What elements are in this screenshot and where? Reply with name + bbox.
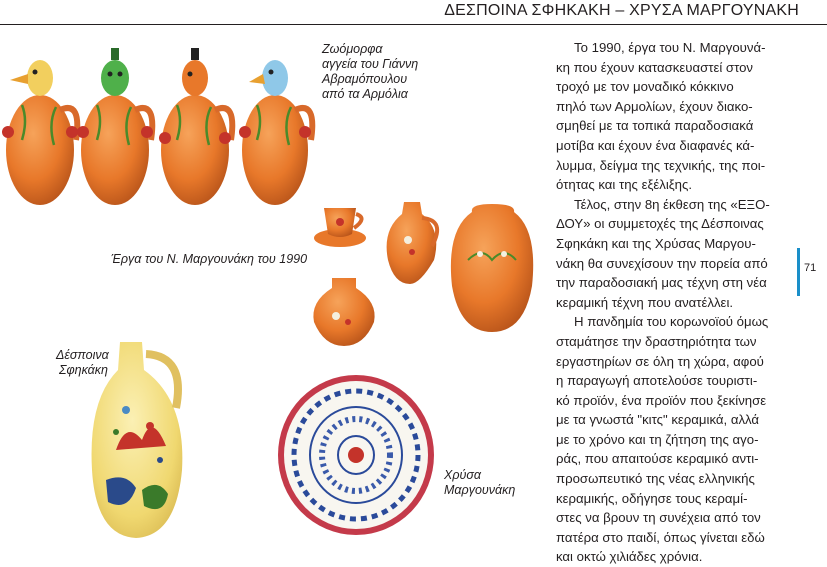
caption-zoomorphic: Ζωόμορφα αγγεία του Γιάννη Αβραμόπουλου από τα Αρμόλια: [322, 42, 419, 101]
chrysa-plate-photo: [276, 372, 436, 538]
header-rule: [0, 24, 827, 25]
despoina-jug-photo: [86, 340, 196, 540]
paragraph: Τέλος, στην 8η έκθεση της «ΕΞΟ- ΔΟΥ» οι συμμετοχές της Δέσποινας Σφηκάκη και της Χρύσας Μαργου- νάκη θα συνεχίσουν την πορεία από την παραδοσιακή μας τέχνη στη νέα κεραμική τέχνη που ανατέλλει.: [556, 196, 770, 310]
paragraph: Η πανδημία του κορωνοϊού όμως σταμάτησε την δραστηριότητα των εργαστηρίων σε όλη τη χώρα, αφού η παραγωγή αποτελούσε τουριστι- κό προϊόν, ένα προϊόν που ξεκίνησε με τα γνωστά "κιτς" κεραμικά, αλλά με το χρόνο και τη ζήτηση της αγο- ράς, που απαιτούσε κεραμικό αντι- προσωπευτικό της νέας ελληνικής κεραμικής, οδήγησε τους κεραμί- στες να βρουν τη συνέχεια από τον πατέρα στο παιδί, όπως γίνεται εδώ και οκτώ χιλιάδες χρόνια.: [556, 314, 769, 565]
paragraph: Το 1990, έργα του Ν. Μαργουνά- κη που έχουν κατασκευαστεί στον τροχό με τον μοναδικό κόκκινο πηλό των Αρμολίων, έχουν διακο- σμηθεί με τα τοπικά παραδοσιακά μοτίβα και έχουν ένα διαφανές κά- λυμμα, δείγμα της τεχνικής, της ποι- ότητας και της εξέλιξης.: [556, 40, 766, 193]
running-header: ΔΕΣΠΟΙΝΑ ΣΦΗΚΑΚΗ – ΧΡΥΣΑ ΜΑΡΓΟΥΝΑΚΗ: [444, 2, 799, 19]
caption-margounaki-1990: Έργα του Ν. Μαργουνάκη του 1990: [111, 252, 308, 266]
page-number: 71: [804, 262, 817, 274]
caption-despoina: Δέσποινα Σφηκάκη: [56, 348, 109, 377]
article-body: [556, 38, 793, 567]
zoomorphic-vessels-photo: [0, 40, 310, 220]
page-accent-bar: [797, 248, 800, 296]
caption-chrysa: Χρύσα Μαργουνάκη: [444, 468, 516, 497]
margounaki-1990-works-photo: [312, 190, 552, 350]
